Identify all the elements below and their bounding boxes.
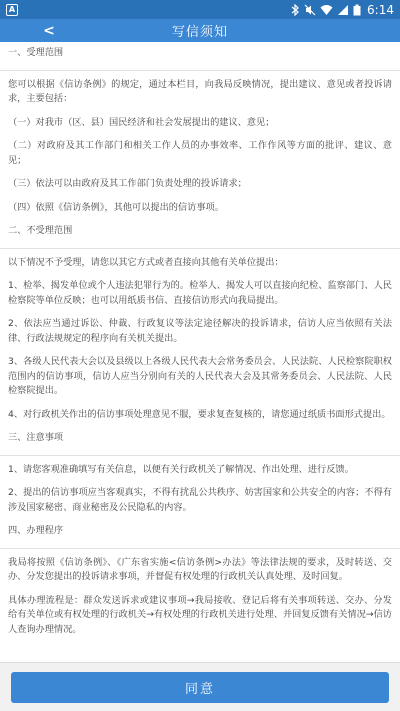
paragraph: 1、请您客观准确填写有关信息，以便有关行政机关了解情况、作出处理、进行反馈。	[8, 463, 354, 475]
paragraph: 2、提出的信访事项应当客观真实，不得有扰乱公共秩序、妨害国家和公共安全的内容；不得有涉及国家秘密、商业秘密及公民隐私的内容。	[8, 487, 392, 513]
paragraph: 您可以根据《信访条例》的规定，通过本栏目，向我局反映情况，提出建议、意见或者投诉请求，主要包括：	[8, 78, 392, 104]
section-title: 二、不受理范围	[8, 225, 73, 236]
section-divider	[0, 70, 400, 71]
paragraph: 我局将按照《信访条例》、《广东省实施<信访条例>办法》等法律法规的要求，及时转送、交办、分发您提出的投诉请求事项，并督促有权处理的行政机关认真处理、及时回复。	[8, 556, 392, 582]
page-title: 写信须知	[171, 25, 228, 40]
mute-icon	[304, 4, 316, 16]
paragraph: 4、对行政机关作出的信访事项处理意见不服，要求复查复核的，请您通过纸质书面形式提出。	[8, 408, 391, 420]
app-notification-icon: A	[6, 4, 18, 16]
section-notes	[8, 431, 392, 515]
status-left	[6, 4, 18, 16]
section-scope	[8, 46, 392, 215]
battery-icon	[353, 4, 361, 16]
wifi-icon	[320, 4, 333, 16]
paragraph: 1、检举、揭发单位或个人违法犯罪行为的。检举人、揭发人可以直接向纪检、监察部门、人民检察院等单位反映；也可以用纸质书信、直接信访形式向我局提出。	[8, 280, 392, 306]
section-divider	[0, 548, 400, 549]
section-exclusions	[8, 224, 392, 422]
bluetooth-icon	[291, 4, 300, 16]
paragraph: 具体办理流程是：群众发送诉求或建议事项→我局接收、登记后将有关事项转送、交办、分发给有关单位或有权处理的行政机关→有权处理的行政机关进行处理、并回复反馈有关情况→信访人查询办理情况。	[8, 594, 392, 635]
back-icon: <	[43, 22, 55, 39]
paragraph: （二）对政府及其工作部门和相关工作人员的办事效率、工作作风等方面的批评、建议、意见；	[8, 140, 392, 166]
section-divider	[0, 455, 400, 456]
paragraph: 2、依法应当通过诉讼、仲裁、行政复议等法定途径解决的投诉请求，信访人应当依照有关法律、行政法规规定的程序向有关机关提出。	[8, 318, 392, 344]
signal-icon	[337, 4, 349, 16]
paragraph: （四）依照《信访条例》，其他可以提出的信访事项。	[8, 201, 224, 213]
section-title: 一、受理范围	[8, 47, 64, 58]
back-button[interactable]	[34, 19, 64, 42]
paragraph: （三）依法可以由政府及其工作部门负责处理的投诉请求；	[8, 178, 247, 189]
agree-button[interactable]: 同意	[11, 672, 389, 703]
status-bar	[0, 0, 400, 19]
section-title: 四、办理程序	[8, 525, 64, 536]
section-procedure	[8, 524, 392, 637]
status-right	[291, 3, 394, 17]
paragraph: （一）对我市（区、县）国民经济和社会发展提出的建议、意见；	[8, 116, 275, 128]
paragraph: 3、各级人民代表大会以及县级以上各级人民代表大会常务委员会、人民法院、人民检察院职权范围内的信访事项，信访人应当分别向有关的人民代表大会及其常务委员会、人民法院、人民检察院提出。	[8, 356, 392, 396]
notice-content[interactable]	[0, 42, 400, 662]
footer	[0, 662, 400, 711]
section-divider	[0, 248, 400, 249]
paragraph: 以下情况不予受理，请您以其它方式或者直接向其他有关单位提出：	[8, 256, 284, 268]
nav-bar	[0, 19, 400, 42]
section-title: 三、注意事项	[8, 432, 64, 443]
status-time: 6:14	[367, 2, 394, 17]
